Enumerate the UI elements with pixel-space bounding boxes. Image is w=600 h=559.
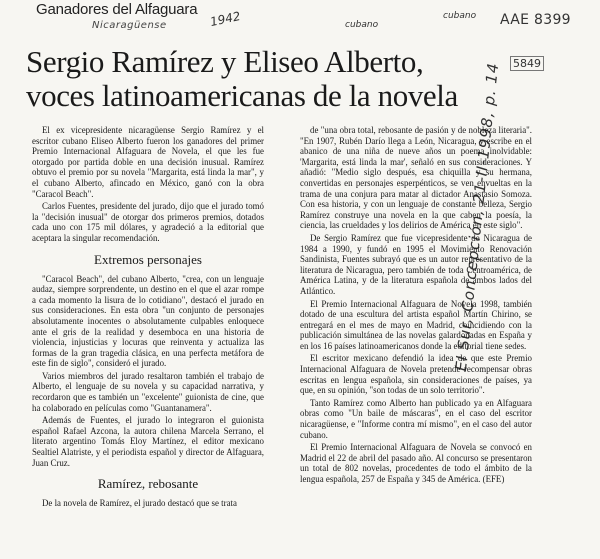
paragraph: Tanto Ramírez como Alberto han publicado ya en Alfaguara obras como "Un baile de máscaras", en el caso del escritor nicaragüense, e "Informe contra mí mismo", en el caso del autor cubano. xyxy=(300,397,532,440)
paragraph: "Caracol Beach", del cubano Alberto, "crea, con un lenguaje audaz, siempre sorprendente, un destino en el que el azar rompe a cada momento la lisura de lo cotidiano", destacó el jurado en sus consideraciones. En esta obra "un conjunto de personajes absolutamente inocentes o absolutamente culpables enloquece ante el gris de la realidad y desemboca en una historia de violencia, injusticias y locuras que reinventa y actualiza las formas de la gran tragedia clásica, en una perfecta metáfora de este fin de siglo", consideró el jurado. xyxy=(32,273,264,369)
left-column xyxy=(32,125,264,511)
handwritten-note-year: 1942 xyxy=(208,8,242,30)
paragraph: Varios miembros del jurado resaltaron también el trabajo de Alberto, el lenguaje de su novela y su capacidad narrativa, y recordaron que es también un "excelente" guionista de cine, que ha colaborado en películas como "Guantanamera". xyxy=(32,370,264,413)
paragraph: El ex vicepresidente nicaragüense Sergio Ramírez y el escritor cubano Eliseo Alberto fueron los ganadores del primer Premio Internacional Alfaguara de Novela, el que les fue otorgado por partida doble en una decisión inusual. Ramírez obtuvo el premio por su novela "Margarita, está linda la mar", y el cubano Alberto, afincado en México, ganó con la obra "Caracol Beach". xyxy=(32,125,264,199)
paragraph: El escritor mexicano defendió la idea de que este Premio Internacional Alfaguara de Novela pretende recompensar obras escritas en lengua española, sin consideraciones de países, ya que, en su opinión, "son todas de un solo territorio". xyxy=(300,353,532,396)
handwritten-note-nationality: Nicaragüense xyxy=(92,20,167,31)
paragraph: De Sergio Ramírez que fue vicepresidente de Nicaragua de 1984 a 1990, y fundó en 1995 el Movimiento Renovación Sandinista, Fuentes subrayó que es un autor representativo de la literatura de Nicaragua, pero también de toda Centroamérica, de América Latina, y de la literatura española de ambos lados del Atlántico. xyxy=(300,232,532,296)
paragraph: de "una obra total, rebosante de pasión y de nobleza literaria". "En 1907, Rubén Darío llega a León, Nicaragua, y escribe en el abanico de una niña de nueve años un poema inolvidable: 'Margarita, está linda la mar', señaló en sus consideraciones. Y añadió: "Medio siglo después, esa chiquilla y su hermana, convertidas en personajes esperpénticos, se ven envueltas en la trama de una conjura para matar al dictador Anastasio Somoza. Con esa historia, y con un lenguaje de constante belleza, Sergio Ramírez construye una novela en la que caben la poesía, la ciencia, las crueldades y los delirios de América en este siglo". xyxy=(300,125,532,231)
subheading: Ramírez, rebosante xyxy=(97,476,199,492)
right-column xyxy=(300,125,532,487)
headline-line-1: Sergio Ramírez y Eliseo Alberto, xyxy=(26,44,424,79)
handwritten-note-cubano: cubano xyxy=(345,20,379,30)
paragraph: De la novela de Ramírez, el jurado destacó que se trata xyxy=(42,498,237,509)
subheading: Extremos personajes xyxy=(94,251,202,267)
handwritten-number: 5849 xyxy=(510,56,544,71)
headline xyxy=(26,45,546,113)
kicker: Ganadores del Alfaguara xyxy=(36,1,198,18)
paragraph: Además de Fuentes, el jurado lo integraron el guionista español Rafael Azcona, la autora chilena Marcela Serrano, el literato argentino Tomás Eloy Martínez, el editor mexicano Sealtiel Alatriste, y el periodista español y director de Alfaguara, Juan Cruz. xyxy=(32,415,264,468)
handwritten-source-note: El Sur, Concepción, 21-II-1998, p. 14 xyxy=(452,61,503,372)
paragraph: El Premio Internacional Alfaguara de Novela 1998, también dotado de una escultura del artista español Martín Chirino, se entregará en el mes de mayo en Madrid, coincidiendo con la publicación simultánea de las novelas galardonadas en España y en los 16 países latinoamericanos donde la editorial tiene sedes. xyxy=(300,298,532,351)
headline-line-2: voces latinoamericanas de la novela xyxy=(26,78,458,113)
paragraph: El Premio Internacional Alfaguara de Novela se convocó en Madrid el 22 de abril del pasado año. Al concurso se presentaron un total de 802 novelas, procedentes de todo el ámbito de la lengua española, 257 de España y 345 de América. (EFE) xyxy=(300,442,532,484)
paragraph: Carlos Fuentes, presidente del jurado, dijo que el jurado tomó la "decisión inusual" de otorgar dos primeros premios, dotados cada uno con 175 mil dólares, y agradeció a la editorial que aceptara la singular recomendación. xyxy=(32,201,264,243)
handwritten-note-cubano-2: cubano xyxy=(443,11,477,21)
handwritten-catalog-code: AAE 8399 xyxy=(500,12,571,28)
